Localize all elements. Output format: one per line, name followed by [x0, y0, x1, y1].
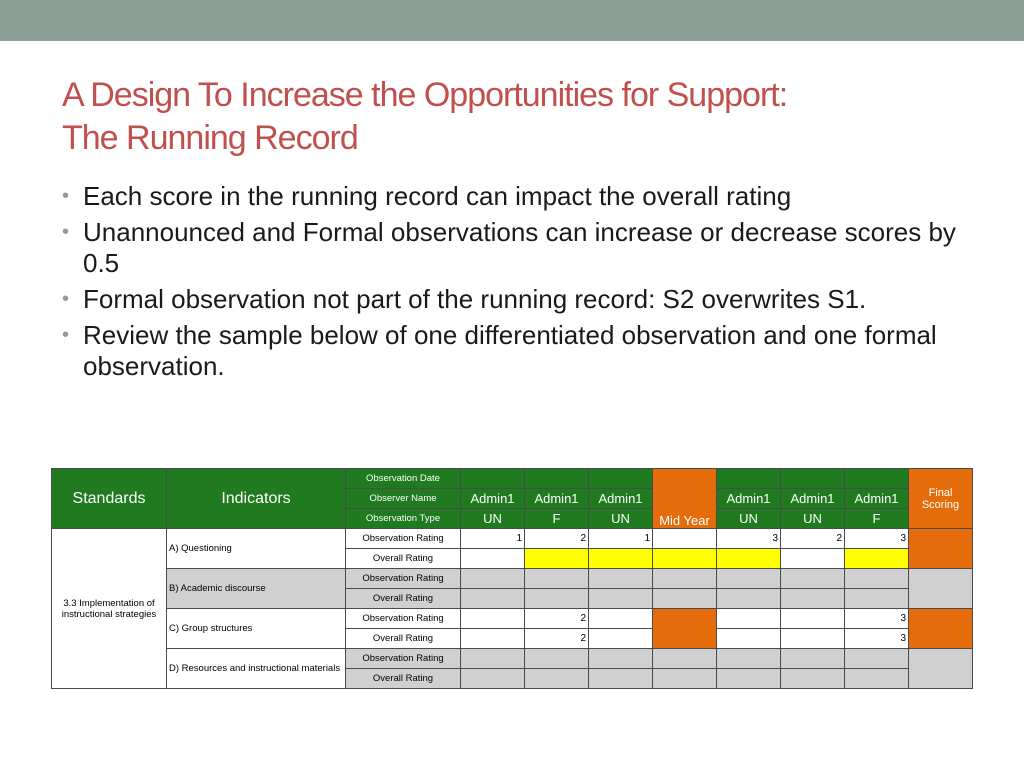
- overall-cell: [653, 589, 717, 609]
- bullet-item: [62, 217, 992, 279]
- overall-cell: [781, 669, 845, 689]
- observer-name-cell: Admin1: [461, 489, 525, 509]
- overall-cell: [589, 589, 653, 609]
- rating-cell: 1: [461, 529, 525, 549]
- overall-cell: 3: [845, 629, 909, 649]
- overall-rating-label: Overall Rating: [346, 629, 461, 649]
- final-score-cell: [909, 649, 973, 689]
- rating-cell: [717, 569, 781, 589]
- observer-name-cell: Admin1: [717, 489, 781, 509]
- slide-title: [62, 74, 962, 160]
- observation-type-cell: F: [525, 509, 589, 529]
- bullet-text: Unannounced and Formal observations can increase or decrease scores by 0.5: [83, 217, 956, 278]
- rating-cell: [781, 569, 845, 589]
- overall-cell: [845, 589, 909, 609]
- rating-cell: [589, 609, 653, 629]
- rating-cell: 3: [845, 529, 909, 549]
- rating-cell: [653, 529, 717, 549]
- overall-cell: [653, 669, 717, 689]
- overall-cell: [525, 549, 589, 569]
- bullet-text: Review the sample below of one differentiated observation and one formal observation.: [83, 320, 937, 381]
- observer-name-cell: Admin1: [589, 489, 653, 509]
- observation-rating-label: Observation Rating: [346, 529, 461, 549]
- observation-type-cell: UN: [589, 509, 653, 529]
- overall-cell: [781, 629, 845, 649]
- rating-cell: [845, 649, 909, 669]
- mid-year-header: Mid Year: [653, 469, 717, 529]
- overall-cell: [461, 629, 525, 649]
- date-cell: [461, 469, 525, 489]
- observation-type-cell: UN: [717, 509, 781, 529]
- observer-name-label: Observer Name: [346, 489, 461, 509]
- date-cell: [717, 469, 781, 489]
- observer-name-cell: Admin1: [781, 489, 845, 509]
- indicator-name: D) Resources and instructional materials: [167, 649, 346, 689]
- table-row: [52, 649, 973, 669]
- table-row: [52, 569, 973, 589]
- top-banner: [0, 0, 1024, 41]
- overall-cell: [525, 589, 589, 609]
- overall-cell: [717, 549, 781, 569]
- date-cell: [589, 469, 653, 489]
- rating-cell: [845, 569, 909, 589]
- overall-cell: [717, 669, 781, 689]
- final-score-cell: [909, 569, 973, 609]
- running-record-table: [51, 468, 973, 689]
- overall-cell: [461, 549, 525, 569]
- overall-cell: [781, 549, 845, 569]
- overall-cell: 2: [525, 629, 589, 649]
- overall-rating-label: Overall Rating: [346, 589, 461, 609]
- observation-type-cell: UN: [461, 509, 525, 529]
- rating-cell: [781, 609, 845, 629]
- observation-rating-label: Observation Rating: [346, 649, 461, 669]
- rating-cell: [461, 609, 525, 629]
- bullet-dot-icon: •: [62, 324, 70, 346]
- bullet-dot-icon: •: [62, 185, 70, 207]
- bullet-item: [62, 284, 992, 315]
- observation-type-label: Observation Type: [346, 509, 461, 529]
- standards-header: Standards: [52, 469, 167, 529]
- observation-type-cell: UN: [781, 509, 845, 529]
- observation-date-label: Observation Date: [346, 469, 461, 489]
- overall-cell: [461, 589, 525, 609]
- table-row: [52, 529, 973, 549]
- standard-cell: 3.3 Implementation of instructional strategies: [52, 529, 167, 689]
- observation-type-cell: F: [845, 509, 909, 529]
- table-row: [52, 609, 973, 629]
- title-line-2: The Running Record: [62, 119, 358, 157]
- indicator-name: B) Academic discourse: [167, 569, 346, 609]
- rating-cell: [589, 569, 653, 589]
- bullet-dot-icon: •: [62, 288, 70, 310]
- rating-cell: [525, 569, 589, 589]
- rating-cell: [461, 649, 525, 669]
- overall-cell: [589, 629, 653, 649]
- overall-cell: [589, 669, 653, 689]
- overall-cell: [653, 549, 717, 569]
- overall-cell: [589, 549, 653, 569]
- rating-cell: [653, 569, 717, 589]
- rating-cell: 1: [589, 529, 653, 549]
- final-score-cell: [909, 609, 973, 649]
- overall-cell: [717, 589, 781, 609]
- bullet-text: Each score in the running record can impact the overall rating: [83, 181, 792, 211]
- overall-cell: [845, 669, 909, 689]
- date-cell: [781, 469, 845, 489]
- title-line-1: A Design To Increase the Opportunities for Support:: [62, 76, 788, 114]
- header-row-date: [52, 469, 973, 489]
- rating-cell: 3: [845, 609, 909, 629]
- overall-cell: [461, 669, 525, 689]
- overall-rating-label: Overall Rating: [346, 549, 461, 569]
- date-cell: [845, 469, 909, 489]
- bullet-item: [62, 320, 992, 382]
- rating-cell: [717, 649, 781, 669]
- overall-cell: [845, 549, 909, 569]
- rating-cell: [781, 649, 845, 669]
- overall-cell: [781, 589, 845, 609]
- observer-name-cell: Admin1: [525, 489, 589, 509]
- overall-cell: [717, 629, 781, 649]
- indicator-name: A) Questioning: [167, 529, 346, 569]
- rating-cell: [653, 649, 717, 669]
- mid-year-cell: [653, 609, 717, 649]
- overall-cell: [525, 669, 589, 689]
- indicator-name: C) Group structures: [167, 609, 346, 649]
- bullet-list: [62, 181, 992, 387]
- rating-cell: [589, 649, 653, 669]
- rating-cell: [461, 569, 525, 589]
- bullet-item: [62, 181, 992, 212]
- observation-rating-label: Observation Rating: [346, 609, 461, 629]
- observer-name-cell: Admin1: [845, 489, 909, 509]
- bullet-dot-icon: •: [62, 221, 70, 243]
- indicators-header: Indicators: [167, 469, 346, 529]
- rating-cell: 2: [525, 529, 589, 549]
- final-score-cell: [909, 529, 973, 569]
- rating-cell: 2: [525, 609, 589, 629]
- final-scoring-header: Final Scoring: [909, 469, 973, 529]
- bullet-text: Formal observation not part of the running record: S2 overwrites S1.: [83, 284, 867, 314]
- rating-cell: 3: [717, 529, 781, 549]
- rating-cell: [717, 609, 781, 629]
- observation-rating-label: Observation Rating: [346, 569, 461, 589]
- date-cell: [525, 469, 589, 489]
- overall-rating-label: Overall Rating: [346, 669, 461, 689]
- rating-cell: [525, 649, 589, 669]
- rating-cell: 2: [781, 529, 845, 549]
